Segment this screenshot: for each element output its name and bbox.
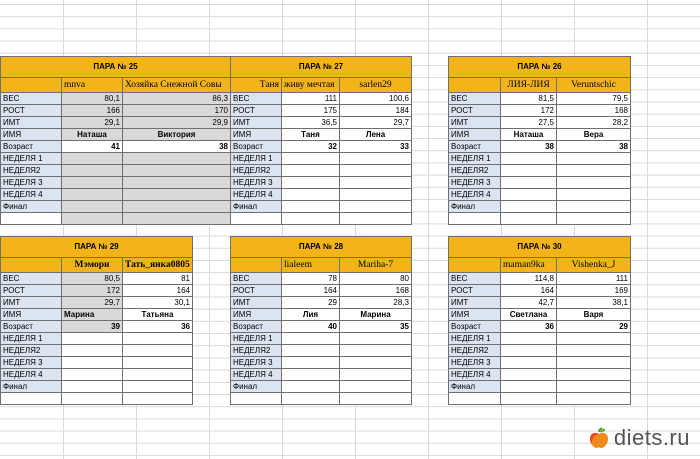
weight-2[interactable]: 80 [340, 273, 412, 285]
weight-2[interactable]: 79,5 [557, 93, 631, 105]
cell[interactable] [501, 153, 557, 165]
cell[interactable] [231, 393, 282, 405]
label-week3[interactable]: НЕДЕЛЯ 3 [231, 357, 282, 369]
cell[interactable] [1, 78, 62, 93]
label-week3[interactable]: НЕДЕЛЯ 3 [1, 177, 62, 189]
name-1[interactable]: Лия [282, 309, 340, 321]
cell[interactable] [282, 213, 340, 225]
label-week2[interactable]: НЕДЕЛЯ2 [1, 345, 62, 357]
label-week4[interactable]: НЕДЕЛЯ 4 [231, 369, 282, 381]
label-week2[interactable]: НЕДЕЛЯ2 [231, 345, 282, 357]
cell[interactable] [62, 177, 123, 189]
label-height[interactable]: РОСТ [1, 285, 62, 297]
cell[interactable] [282, 333, 340, 345]
nick1[interactable]: lialeem [282, 258, 340, 273]
bmi-1[interactable]: 29,7 [62, 297, 123, 309]
cell[interactable] [282, 369, 340, 381]
label-name[interactable]: ИМЯ [1, 309, 62, 321]
cell[interactable] [501, 393, 557, 405]
label-weight[interactable]: ВЕС [449, 93, 501, 105]
label-final[interactable]: Финал [1, 201, 62, 213]
bmi-2[interactable]: 38,1 [557, 297, 631, 309]
pair-25-table [0, 56, 231, 225]
cell[interactable] [449, 258, 501, 273]
age-2[interactable]: 35 [340, 321, 412, 333]
cell[interactable] [557, 357, 631, 369]
name-2[interactable]: Варя [557, 309, 631, 321]
weight-1[interactable]: 80,1 [62, 93, 123, 105]
cell[interactable] [557, 153, 631, 165]
label-height[interactable]: РОСТ [449, 285, 501, 297]
height-2[interactable]: 168 [557, 105, 631, 117]
cell[interactable] [123, 177, 231, 189]
cell[interactable] [123, 153, 231, 165]
pair-27-table [230, 56, 412, 225]
cell[interactable] [123, 333, 193, 345]
label-age[interactable]: Возраст [449, 141, 501, 153]
label-week1[interactable]: НЕДЕЛЯ 1 [1, 153, 62, 165]
nick2[interactable]: sarlen29 [340, 78, 412, 93]
nick1[interactable]: maman9ka [501, 258, 557, 273]
label-week4[interactable]: НЕДЕЛЯ 4 [1, 369, 62, 381]
cell[interactable] [340, 201, 412, 213]
cell[interactable] [449, 213, 501, 225]
cell[interactable] [340, 165, 412, 177]
label-age[interactable]: Возраст [231, 141, 282, 153]
logo-text: diets.ru [613, 425, 690, 450]
bmi-1[interactable]: 27,5 [501, 117, 557, 129]
cell[interactable] [340, 345, 412, 357]
age-2[interactable]: 36 [123, 321, 193, 333]
cell[interactable] [501, 345, 557, 357]
bmi-2[interactable]: 29,9 [123, 117, 231, 129]
cell[interactable] [62, 381, 123, 393]
cell[interactable] [501, 357, 557, 369]
bmi-1[interactable]: 36,5 [282, 117, 340, 129]
height-2[interactable]: 184 [340, 105, 412, 117]
cell[interactable] [340, 189, 412, 201]
cell[interactable] [62, 369, 123, 381]
label-age[interactable]: Возраст [1, 321, 62, 333]
age-1[interactable]: 41 [62, 141, 123, 153]
label-week1[interactable]: НЕДЕЛЯ 1 [1, 333, 62, 345]
cell[interactable] [123, 369, 193, 381]
cell[interactable] [557, 201, 631, 213]
cell[interactable] [557, 369, 631, 381]
label-weight[interactable]: ВЕС [231, 273, 282, 285]
cell[interactable] [557, 393, 631, 405]
cell[interactable] [62, 165, 123, 177]
cell[interactable] [501, 201, 557, 213]
nick2[interactable]: Vishenka_J [557, 258, 631, 273]
label-week2[interactable]: НЕДЕЛЯ2 [231, 165, 282, 177]
age-2[interactable]: 38 [123, 141, 231, 153]
bmi-1[interactable]: 29 [282, 297, 340, 309]
weight-1[interactable]: 81,5 [501, 93, 557, 105]
nick2[interactable]: Хозяйка Снежной Совы [123, 78, 231, 93]
height-2[interactable]: 169 [557, 285, 631, 297]
nick2[interactable]: Veruntschic [557, 78, 631, 93]
height-1[interactable]: 172 [62, 285, 123, 297]
nick1[interactable]: Мэмори [62, 258, 123, 273]
cell[interactable] [557, 345, 631, 357]
nick1[interactable]: Таня [231, 78, 282, 93]
label-final[interactable]: Финал [231, 201, 282, 213]
label-bmi[interactable]: ИМТ [1, 117, 62, 129]
label-height[interactable]: РОСТ [231, 105, 282, 117]
pair-title[interactable]: ПАРА № 28 [231, 237, 412, 258]
height-1[interactable]: 172 [501, 105, 557, 117]
cell[interactable] [557, 189, 631, 201]
cell[interactable] [449, 393, 501, 405]
label-week3[interactable]: НЕДЕЛЯ 3 [449, 357, 501, 369]
apple-icon [588, 427, 610, 449]
label-week4[interactable]: НЕДЕЛЯ 4 [449, 369, 501, 381]
age-1[interactable]: 32 [282, 141, 340, 153]
cell[interactable] [282, 153, 340, 165]
age-1[interactable]: 36 [501, 321, 557, 333]
cell[interactable] [123, 381, 193, 393]
label-name[interactable]: ИМЯ [1, 129, 62, 141]
age-2[interactable]: 29 [557, 321, 631, 333]
label-weight[interactable]: ВЕС [1, 273, 62, 285]
label-week2[interactable]: НЕДЕЛЯ2 [449, 345, 501, 357]
label-bmi[interactable]: ИМТ [449, 117, 501, 129]
cell[interactable] [123, 357, 193, 369]
label-final[interactable]: Финал [231, 381, 282, 393]
cell[interactable] [62, 345, 123, 357]
label-height[interactable]: РОСТ [1, 105, 62, 117]
bmi-2[interactable]: 29,7 [340, 117, 412, 129]
nick1[interactable]: ЛИЯ-ЛИЯ [501, 78, 557, 93]
label-name[interactable]: ИМЯ [449, 129, 501, 141]
pair-30-table [448, 236, 631, 405]
pair-title[interactable]: ПАРА № 25 [1, 57, 231, 78]
pair-title[interactable]: ПАРА № 29 [1, 237, 193, 258]
cell[interactable] [62, 213, 123, 225]
cell[interactable] [62, 393, 123, 405]
site-logo [588, 425, 690, 451]
bmi-1[interactable]: 29,1 [62, 117, 123, 129]
label-week4[interactable]: НЕДЕЛЯ 4 [231, 189, 282, 201]
bmi-2[interactable]: 28,3 [340, 297, 412, 309]
cell[interactable] [1, 213, 62, 225]
cell[interactable] [501, 165, 557, 177]
cell[interactable] [231, 258, 282, 273]
weight-2[interactable]: 81 [123, 273, 193, 285]
cell[interactable] [1, 393, 62, 405]
cell[interactable] [340, 333, 412, 345]
cell[interactable] [557, 213, 631, 225]
name-2[interactable]: Марина [340, 309, 412, 321]
height-1[interactable]: 175 [282, 105, 340, 117]
cell[interactable] [340, 369, 412, 381]
bmi-1[interactable]: 42,7 [501, 297, 557, 309]
cell[interactable] [340, 153, 412, 165]
label-height[interactable]: РОСТ [231, 285, 282, 297]
nick2[interactable]: Mariha-7 [340, 258, 412, 273]
name-2[interactable]: Лена [340, 129, 412, 141]
cell[interactable] [282, 165, 340, 177]
cell[interactable] [62, 201, 123, 213]
cell[interactable] [1, 258, 62, 273]
weight-1[interactable]: 111 [282, 93, 340, 105]
label-bmi[interactable]: ИМТ [1, 297, 62, 309]
label-height[interactable]: РОСТ [449, 105, 501, 117]
label-bmi[interactable]: ИМТ [231, 117, 282, 129]
weight-1[interactable]: 78 [282, 273, 340, 285]
name-1[interactable]: Светлана [501, 309, 557, 321]
label-week4[interactable]: НЕДЕЛЯ 4 [1, 189, 62, 201]
label-name[interactable]: ИМЯ [449, 309, 501, 321]
pair-title[interactable]: ПАРА № 30 [449, 237, 631, 258]
nick1[interactable]: mnva [62, 78, 123, 93]
cell[interactable] [501, 333, 557, 345]
label-final[interactable]: Финал [1, 381, 62, 393]
height-2[interactable]: 168 [340, 285, 412, 297]
nick1b[interactable]: живу мечтая [282, 78, 340, 93]
cell[interactable] [282, 345, 340, 357]
label-name[interactable]: ИМЯ [231, 309, 282, 321]
name-1[interactable]: Наташа [62, 129, 123, 141]
age-2[interactable]: 38 [557, 141, 631, 153]
pair-29-table [0, 236, 193, 405]
cell[interactable] [501, 213, 557, 225]
label-bmi[interactable]: ИМТ [231, 297, 282, 309]
cell[interactable] [282, 189, 340, 201]
name-2[interactable]: Виктория [123, 129, 231, 141]
cell[interactable] [282, 177, 340, 189]
cell[interactable] [282, 201, 340, 213]
cell[interactable] [557, 165, 631, 177]
height-1[interactable]: 164 [501, 285, 557, 297]
label-week1[interactable]: НЕДЕЛЯ 1 [231, 333, 282, 345]
label-week2[interactable]: НЕДЕЛЯ2 [449, 165, 501, 177]
nick2[interactable]: Тать_янка0805 [123, 258, 193, 273]
name-1[interactable]: Марина [62, 309, 123, 321]
cell[interactable] [231, 213, 282, 225]
cell[interactable] [62, 153, 123, 165]
cell[interactable] [449, 78, 501, 93]
cell[interactable] [123, 393, 193, 405]
cell[interactable] [123, 213, 231, 225]
cell[interactable] [282, 381, 340, 393]
label-weight[interactable]: ВЕС [231, 93, 282, 105]
age-1[interactable]: 38 [501, 141, 557, 153]
label-weight[interactable]: ВЕС [449, 273, 501, 285]
pair-28-table [230, 236, 412, 405]
label-week1[interactable]: НЕДЕЛЯ 1 [449, 333, 501, 345]
cell[interactable] [282, 393, 340, 405]
cell[interactable] [501, 369, 557, 381]
pair-26-table [448, 56, 631, 225]
cell[interactable] [340, 213, 412, 225]
label-bmi[interactable]: ИМТ [449, 297, 501, 309]
cell[interactable] [340, 381, 412, 393]
age-1[interactable]: 39 [62, 321, 123, 333]
pair-title[interactable]: ПАРА № 26 [449, 57, 631, 78]
label-week1[interactable]: НЕДЕЛЯ 1 [449, 153, 501, 165]
height-2[interactable]: 170 [123, 105, 231, 117]
cell[interactable] [557, 177, 631, 189]
bmi-2[interactable]: 30,1 [123, 297, 193, 309]
weight-2[interactable]: 111 [557, 273, 631, 285]
label-week3[interactable]: НЕДЕЛЯ 3 [1, 357, 62, 369]
cell[interactable] [282, 357, 340, 369]
cell[interactable] [557, 333, 631, 345]
age-1[interactable]: 40 [282, 321, 340, 333]
label-age[interactable]: Возраст [449, 321, 501, 333]
height-2[interactable]: 164 [123, 285, 193, 297]
cell[interactable] [123, 189, 231, 201]
pair-title[interactable]: ПАРА № 27 [231, 57, 412, 78]
cell[interactable] [501, 177, 557, 189]
cell[interactable] [501, 189, 557, 201]
label-week1[interactable]: НЕДЕЛЯ 1 [231, 153, 282, 165]
cell[interactable] [340, 357, 412, 369]
height-1[interactable]: 164 [282, 285, 340, 297]
label-final[interactable]: Финал [449, 381, 501, 393]
cell[interactable] [501, 381, 557, 393]
cell[interactable] [340, 393, 412, 405]
label-week4[interactable]: НЕДЕЛЯ 4 [449, 189, 501, 201]
height-1[interactable]: 166 [62, 105, 123, 117]
name-2[interactable]: Вера [557, 129, 631, 141]
label-age[interactable]: Возраст [1, 141, 62, 153]
age-2[interactable]: 33 [340, 141, 412, 153]
label-week2[interactable]: НЕДЕЛЯ2 [1, 165, 62, 177]
weight-1[interactable]: 114,8 [501, 273, 557, 285]
label-age[interactable]: Возраст [231, 321, 282, 333]
weight-2[interactable]: 86,3 [123, 93, 231, 105]
cell[interactable] [123, 345, 193, 357]
label-weight[interactable]: ВЕС [1, 93, 62, 105]
label-name[interactable]: ИМЯ [231, 129, 282, 141]
label-week3[interactable]: НЕДЕЛЯ 3 [449, 177, 501, 189]
cell[interactable] [62, 333, 123, 345]
name-1[interactable]: Наташа [501, 129, 557, 141]
cell[interactable] [557, 381, 631, 393]
weight-2[interactable]: 100,6 [340, 93, 412, 105]
name-2[interactable]: Татьяна [123, 309, 193, 321]
label-week3[interactable]: НЕДЕЛЯ 3 [231, 177, 282, 189]
cell[interactable] [62, 189, 123, 201]
cell[interactable] [62, 357, 123, 369]
weight-1[interactable]: 80,5 [62, 273, 123, 285]
bmi-2[interactable]: 28,2 [557, 117, 631, 129]
cell[interactable] [123, 165, 231, 177]
cell[interactable] [340, 177, 412, 189]
name-1[interactable]: Таня [282, 129, 340, 141]
label-final[interactable]: Финал [449, 201, 501, 213]
cell[interactable] [123, 201, 231, 213]
